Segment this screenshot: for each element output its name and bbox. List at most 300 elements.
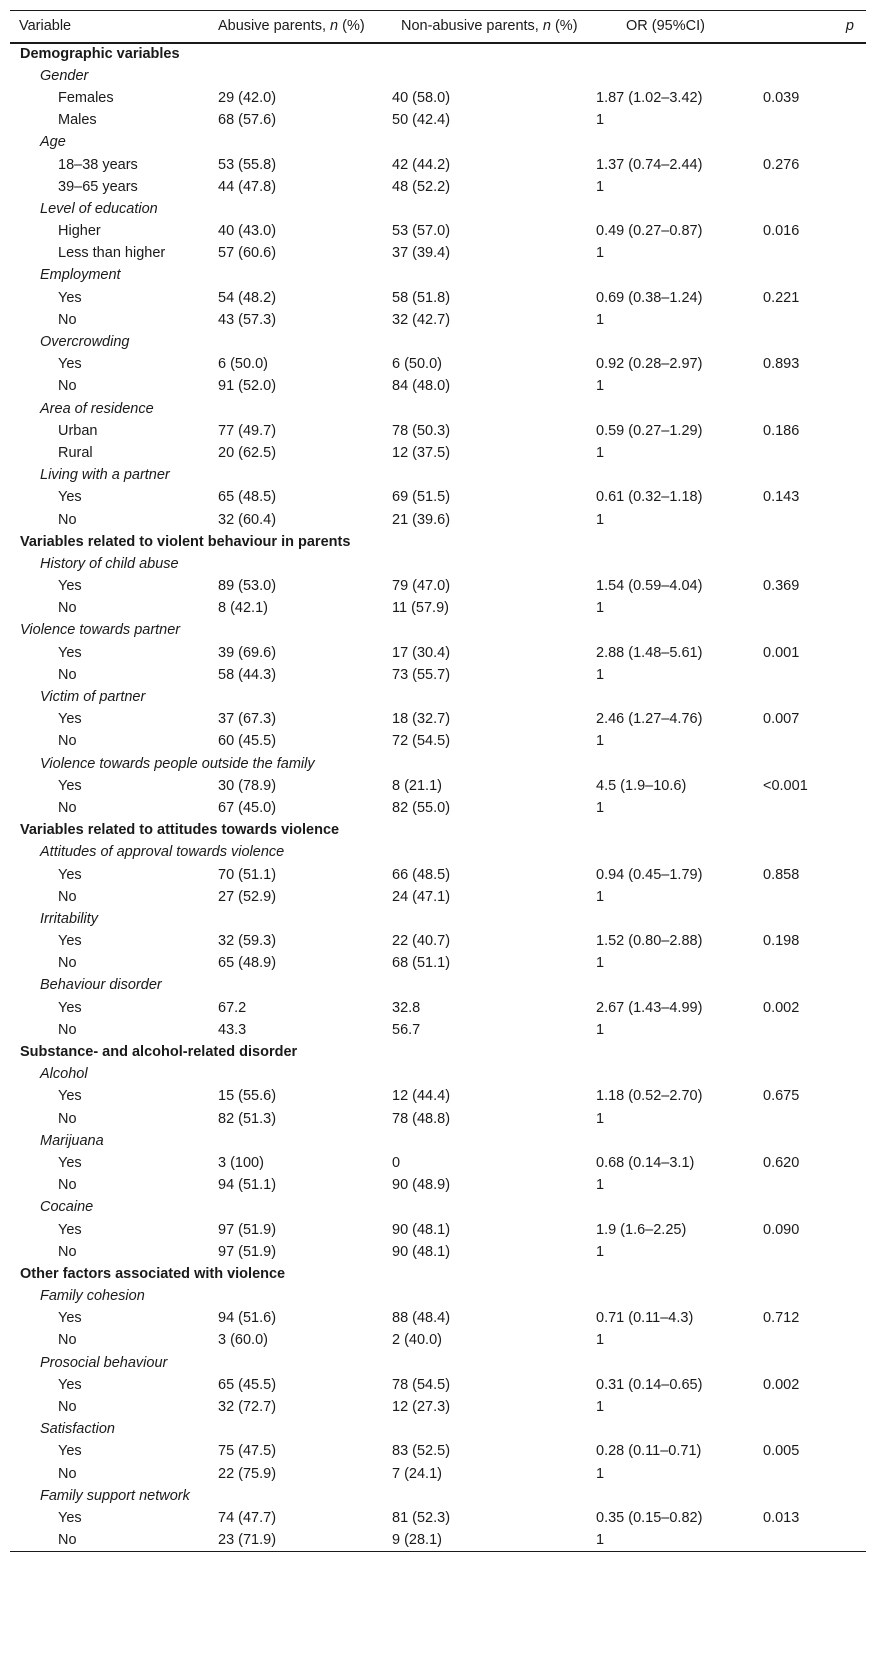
- subgroup-row: [10, 65, 866, 87]
- subgroup-row: [10, 331, 866, 353]
- table-row: [10, 1440, 866, 1462]
- table-row: [10, 863, 866, 885]
- row-label: Yes: [58, 866, 82, 883]
- table-row: [10, 1241, 866, 1263]
- row-label: Yes: [58, 1154, 82, 1171]
- subgroup-row: [10, 1130, 866, 1152]
- p-value: 0.005: [763, 1443, 800, 1460]
- row-label: No: [58, 378, 77, 395]
- nonabusive-value: 73 (55.7): [392, 666, 451, 683]
- section-header-row: [10, 819, 866, 841]
- abusive-value: 94 (51.6): [218, 1310, 277, 1327]
- abusive-value: 91 (52.0): [218, 378, 277, 395]
- row-label: No: [58, 955, 77, 972]
- table-row: [10, 442, 866, 464]
- subgroup-row: [10, 1285, 866, 1307]
- row-label: Yes: [58, 1221, 82, 1238]
- p-value: [763, 442, 866, 464]
- or-value: 1: [596, 1399, 605, 1416]
- p-value: [763, 309, 866, 331]
- subgroup-row: [10, 753, 866, 775]
- p-value: [763, 242, 866, 264]
- subgroup-label: Overcrowding: [40, 334, 130, 351]
- nonabusive-value: 84 (48.0): [392, 378, 451, 395]
- row-label: Yes: [58, 933, 82, 950]
- subgroup-label: Gender: [40, 67, 89, 84]
- section-header-row: [10, 531, 866, 553]
- subgroup-label: History of child abuse: [40, 555, 179, 572]
- subgroup-row: [10, 398, 866, 420]
- or-value: 1: [596, 888, 605, 905]
- subgroup-row: [10, 908, 866, 930]
- section-header-row: [10, 43, 866, 65]
- abusive-value: 32 (59.3): [218, 933, 277, 950]
- header-variable: [10, 11, 209, 43]
- table-row: [10, 1085, 866, 1107]
- p-value: [763, 597, 866, 619]
- or-value: 0.71 (0.11–4.3): [596, 1310, 694, 1327]
- abusive-value: 43.3: [218, 1021, 247, 1038]
- header-nonabusive-suffix: (%): [550, 18, 578, 35]
- abusive-value: 3 (60.0): [218, 1332, 268, 1349]
- header-or: [596, 11, 763, 43]
- abusive-value: 39 (69.6): [218, 644, 277, 661]
- or-value: 1: [596, 1021, 605, 1038]
- nonabusive-value: 6 (50.0): [392, 356, 442, 373]
- or-value: 1.52 (0.80–2.88): [596, 933, 703, 950]
- subgroup-label: Alcohol: [40, 1066, 88, 1083]
- abusive-value: 44 (47.8): [218, 178, 277, 195]
- header-abusive: [209, 11, 392, 43]
- subgroup-label: Satisfaction: [40, 1421, 115, 1438]
- p-value: 0.039: [763, 89, 800, 106]
- abusive-value: 22 (75.9): [218, 1465, 277, 1482]
- or-value: 1: [596, 733, 605, 750]
- table-row: [10, 997, 866, 1019]
- subgroup-row: [10, 1485, 866, 1507]
- row-label: No: [58, 511, 77, 528]
- subgroup-label: Employment: [40, 267, 121, 284]
- row-label: Yes: [58, 1310, 82, 1327]
- nonabusive-value: 72 (54.5): [392, 733, 451, 750]
- p-value: 0.143: [763, 489, 800, 506]
- row-label: Urban: [58, 422, 98, 439]
- row-label: Yes: [58, 777, 82, 794]
- abusive-value: 20 (62.5): [218, 444, 277, 461]
- p-value: [763, 1329, 866, 1351]
- row-label: No: [58, 888, 77, 905]
- header-nonabusive-n: n: [542, 18, 551, 35]
- abusive-value: 53 (55.8): [218, 156, 277, 173]
- nonabusive-value: 2 (40.0): [392, 1332, 442, 1349]
- nonabusive-value: 50 (42.4): [392, 112, 451, 129]
- table-row: [10, 153, 866, 175]
- section-header-row: [10, 1041, 866, 1063]
- abusive-value: 68 (57.6): [218, 112, 277, 129]
- row-label: Yes: [58, 1088, 82, 1105]
- row-label: Yes: [58, 1443, 82, 1460]
- or-value: 1: [596, 1243, 605, 1260]
- section-label: Substance- and alcohol-related disorder: [20, 1044, 298, 1061]
- p-value: [763, 1174, 866, 1196]
- table-row: [10, 486, 866, 508]
- table-row: [10, 1218, 866, 1240]
- or-value: 1.87 (1.02–3.42): [596, 89, 703, 106]
- header-or-text: OR (95%CI): [626, 18, 705, 35]
- row-label: No: [58, 311, 77, 328]
- abusive-value: 30 (78.9): [218, 777, 277, 794]
- abusive-value: 58 (44.3): [218, 666, 277, 683]
- nonabusive-value: 37 (39.4): [392, 245, 451, 262]
- row-label: 39–65 years: [58, 178, 138, 195]
- p-value: [763, 1463, 866, 1485]
- abusive-value: 97 (51.9): [218, 1243, 277, 1260]
- table-row: [10, 575, 866, 597]
- section-label: Demographic variables: [20, 46, 180, 63]
- table-row: [10, 176, 866, 198]
- table-row: [10, 708, 866, 730]
- nonabusive-value: 90 (48.1): [392, 1243, 451, 1260]
- or-value: 1: [596, 1110, 605, 1127]
- abusive-value: 67.2: [218, 999, 247, 1016]
- nonabusive-value: 48 (52.2): [392, 178, 451, 195]
- or-value: 2.88 (1.48–5.61): [596, 644, 703, 661]
- table-header: [10, 11, 866, 43]
- nonabusive-value: 81 (52.3): [392, 1509, 451, 1526]
- p-value: [763, 1108, 866, 1130]
- p-value: [763, 1019, 866, 1041]
- row-label: Males: [58, 112, 97, 129]
- row-label: Yes: [58, 1509, 82, 1526]
- subgroup-label: Violence towards partner: [20, 622, 181, 639]
- row-label: No: [58, 1243, 77, 1260]
- p-value: 0.002: [763, 1376, 800, 1393]
- row-label: No: [10, 1529, 209, 1551]
- row-label: Yes: [58, 999, 82, 1016]
- abusive-value: 6 (50.0): [218, 356, 268, 373]
- header-variable-text: Variable: [19, 18, 72, 35]
- subgroup-label: Victim of partner: [40, 689, 146, 706]
- row-label: Yes: [58, 644, 82, 661]
- p-value: 0.712: [763, 1310, 800, 1327]
- table-row: [10, 508, 866, 530]
- table-row: [10, 220, 866, 242]
- nonabusive-value: 12 (27.3): [392, 1399, 451, 1416]
- p-value: 0.858: [763, 866, 800, 883]
- table-row: [10, 886, 866, 908]
- nonabusive-value: 78 (50.3): [392, 422, 451, 439]
- subgroup-row: [10, 198, 866, 220]
- or-value: 1: [596, 1177, 605, 1194]
- section-label: Other factors associated with violence: [20, 1265, 286, 1282]
- nonabusive-value: 9 (28.1): [392, 1529, 596, 1551]
- row-label: Yes: [58, 578, 82, 595]
- table-row: [10, 242, 866, 264]
- abusive-value: 67 (45.0): [218, 799, 277, 816]
- row-label: No: [58, 1465, 77, 1482]
- or-value: 4.5 (1.9–10.6): [596, 777, 687, 794]
- subgroup-row: [10, 619, 866, 641]
- or-value: 2.46 (1.27–4.76): [596, 711, 703, 728]
- or-value: 1: [596, 311, 605, 328]
- nonabusive-value: 82 (55.0): [392, 799, 451, 816]
- nonabusive-value: 79 (47.0): [392, 578, 451, 595]
- abusive-value: 70 (51.1): [218, 866, 277, 883]
- header-abusive-suffix: (%): [338, 18, 365, 35]
- nonabusive-value: 17 (30.4): [392, 644, 451, 661]
- subgroup-row: [10, 264, 866, 286]
- row-label: Yes: [58, 289, 82, 306]
- nonabusive-value: 68 (51.1): [392, 955, 451, 972]
- nonabusive-value: 83 (52.5): [392, 1443, 451, 1460]
- p-value: 0.016: [763, 223, 800, 240]
- p-value: 0.276: [763, 156, 800, 173]
- abusive-value: 32 (72.7): [218, 1399, 277, 1416]
- abusive-value: 37 (67.3): [218, 711, 277, 728]
- nonabusive-value: 32 (42.7): [392, 311, 451, 328]
- subgroup-row: [10, 464, 866, 486]
- or-value: 1.54 (0.59–4.04): [596, 578, 703, 595]
- table-row: [10, 1529, 866, 1551]
- subgroup-label: Cocaine: [40, 1199, 94, 1216]
- table-row: [10, 797, 866, 819]
- section-label: Variables related to violent behaviour in parents: [20, 533, 351, 550]
- subgroup-label: Living with a partner: [40, 467, 170, 484]
- results-table: [10, 10, 866, 1552]
- or-value: 2.67 (1.43–4.99): [596, 999, 703, 1016]
- p-value: 0.090: [763, 1221, 800, 1238]
- abusive-value: 15 (55.6): [218, 1088, 277, 1105]
- nonabusive-value: 12 (44.4): [392, 1088, 451, 1105]
- or-value: 1: [596, 799, 605, 816]
- p-value: 0.675: [763, 1088, 800, 1105]
- row-label: 18–38 years: [58, 156, 138, 173]
- table-row: [10, 952, 866, 974]
- row-label: No: [58, 600, 77, 617]
- nonabusive-value: 7 (24.1): [392, 1465, 442, 1482]
- subgroup-label: Marijuana: [40, 1132, 104, 1149]
- table-row: [10, 287, 866, 309]
- or-value: 0.69 (0.38–1.24): [596, 289, 703, 306]
- p-value: 0.013: [763, 1509, 800, 1526]
- or-value: 0.49 (0.27–0.87): [596, 223, 703, 240]
- table-row: [10, 730, 866, 752]
- row-label: Yes: [58, 356, 82, 373]
- subgroup-label: Prosocial behaviour: [40, 1354, 168, 1371]
- table-row: [10, 664, 866, 686]
- p-value: 0.620: [763, 1154, 800, 1171]
- p-value: 0.002: [763, 999, 800, 1016]
- p-value: [763, 375, 866, 397]
- subgroup-row: [10, 131, 866, 153]
- table-row: [10, 1108, 866, 1130]
- table-row: [10, 1307, 866, 1329]
- header-abusive-n: n: [330, 18, 339, 35]
- header-nonabusive-prefix: Non-abusive parents,: [401, 18, 543, 35]
- abusive-value: 65 (48.5): [218, 489, 277, 506]
- abusive-value: 60 (45.5): [218, 733, 277, 750]
- or-value: 1: [596, 1332, 605, 1349]
- or-value: 0.92 (0.28–2.97): [596, 356, 703, 373]
- p-value: [763, 176, 866, 198]
- p-value: [763, 886, 866, 908]
- subgroup-row: [10, 841, 866, 863]
- table-row: [10, 1019, 866, 1041]
- abusive-value: 94 (51.1): [218, 1177, 277, 1194]
- subgroup-row: [10, 1196, 866, 1218]
- or-value: 1: [596, 245, 605, 262]
- subgroup-label: Violence towards people outside the family: [40, 755, 315, 772]
- row-label: No: [58, 1332, 77, 1349]
- or-value: 1: [596, 378, 605, 395]
- row-label: Yes: [58, 1376, 82, 1393]
- table-row: [10, 420, 866, 442]
- abusive-value: 8 (42.1): [218, 600, 268, 617]
- nonabusive-value: 58 (51.8): [392, 289, 451, 306]
- p-value: 0.893: [763, 356, 800, 373]
- header-p: [763, 11, 866, 43]
- table-row: [10, 775, 866, 797]
- table-row: [10, 87, 866, 109]
- p-value: [763, 1529, 866, 1551]
- abusive-value: 54 (48.2): [218, 289, 277, 306]
- nonabusive-value: 66 (48.5): [392, 866, 451, 883]
- row-label: No: [58, 733, 77, 750]
- or-value: 0.68 (0.14–3.1): [596, 1154, 695, 1171]
- abusive-value: 3 (100): [218, 1154, 264, 1171]
- abusive-value: 77 (49.7): [218, 422, 277, 439]
- or-value: 1.18 (0.52–2.70): [596, 1088, 703, 1105]
- abusive-value: 74 (47.7): [218, 1509, 277, 1526]
- subgroup-label: Behaviour disorder: [40, 977, 162, 994]
- or-value: 0.59 (0.27–1.29): [596, 422, 703, 439]
- subgroup-label: Level of education: [40, 200, 158, 217]
- subgroup-label: Family support network: [40, 1487, 190, 1504]
- p-value: 0.198: [763, 933, 800, 950]
- row-label: No: [58, 1399, 77, 1416]
- table-row: [10, 597, 866, 619]
- nonabusive-value: 32.8: [392, 999, 421, 1016]
- nonabusive-value: 24 (47.1): [392, 888, 451, 905]
- nonabusive-value: 11 (57.9): [392, 600, 449, 617]
- or-value: 0.61 (0.32–1.18): [596, 489, 703, 506]
- nonabusive-value: 78 (54.5): [392, 1376, 451, 1393]
- p-value: [763, 508, 866, 530]
- nonabusive-value: 8 (21.1): [392, 777, 442, 794]
- table-body: [10, 43, 866, 1552]
- or-value: 1: [596, 666, 605, 683]
- nonabusive-value: 12 (37.5): [392, 444, 451, 461]
- p-value: 0.007: [763, 711, 800, 728]
- row-label: No: [58, 1177, 77, 1194]
- p-value: [763, 952, 866, 974]
- or-value: 0.31 (0.14–0.65): [596, 1376, 703, 1393]
- abusive-value: 89 (53.0): [218, 578, 277, 595]
- or-value: 1.37 (0.74–2.44): [596, 156, 703, 173]
- row-label: Rural: [58, 444, 93, 461]
- section-header-row: [10, 1263, 866, 1285]
- table-row: [10, 1174, 866, 1196]
- table-row: [10, 109, 866, 131]
- table-row: [10, 1463, 866, 1485]
- subgroup-label: Family cohesion: [40, 1288, 145, 1305]
- subgroup-row: [10, 1352, 866, 1374]
- nonabusive-value: 90 (48.1): [392, 1221, 451, 1238]
- abusive-value: 32 (60.4): [218, 511, 277, 528]
- subgroup-row: [10, 1063, 866, 1085]
- table-row: [10, 1152, 866, 1174]
- p-value: [763, 1396, 866, 1418]
- abusive-value: 82 (51.3): [218, 1110, 277, 1127]
- or-value: 1.9 (1.6–2.25): [596, 1221, 687, 1238]
- row-label: No: [58, 666, 77, 683]
- abusive-value: 43 (57.3): [218, 311, 277, 328]
- nonabusive-value: 18 (32.7): [392, 711, 451, 728]
- table-row: [10, 1374, 866, 1396]
- row-label: Females: [58, 89, 114, 106]
- or-value: 1: [596, 1465, 605, 1482]
- abusive-value: 97 (51.9): [218, 1221, 277, 1238]
- p-value: 0.221: [763, 289, 800, 306]
- subgroup-label: Age: [40, 134, 66, 151]
- p-value: 0.369: [763, 578, 800, 595]
- row-label: Less than higher: [58, 245, 166, 262]
- p-value: 0.186: [763, 422, 800, 439]
- subgroup-label: Attitudes of approval towards violence: [40, 844, 285, 861]
- abusive-value: 29 (42.0): [218, 89, 277, 106]
- subgroup-row: [10, 686, 866, 708]
- abusive-value: 23 (71.9): [209, 1529, 392, 1551]
- or-value: 1: [596, 444, 605, 461]
- nonabusive-value: 69 (51.5): [392, 489, 451, 506]
- table-row: [10, 1396, 866, 1418]
- nonabusive-value: 53 (57.0): [392, 223, 451, 240]
- p-value: [763, 664, 866, 686]
- p-value: 0.001: [763, 644, 800, 661]
- row-label: No: [58, 1110, 77, 1127]
- or-value: 0.94 (0.45–1.79): [596, 866, 703, 883]
- subgroup-row: [10, 974, 866, 996]
- abusive-value: 65 (45.5): [218, 1376, 277, 1393]
- nonabusive-value: 88 (48.4): [392, 1310, 451, 1327]
- abusive-value: 65 (48.9): [218, 955, 277, 972]
- nonabusive-value: 42 (44.2): [392, 156, 451, 173]
- abusive-value: 40 (43.0): [218, 223, 277, 240]
- or-value: 1: [596, 511, 605, 528]
- row-label: Yes: [58, 711, 82, 728]
- nonabusive-value: 21 (39.6): [392, 511, 451, 528]
- nonabusive-value: 90 (48.9): [392, 1177, 451, 1194]
- abusive-value: 57 (60.6): [218, 245, 277, 262]
- row-label: Yes: [58, 489, 82, 506]
- or-value: 1: [596, 178, 605, 195]
- or-value: 0.35 (0.15–0.82): [596, 1509, 703, 1526]
- or-value: 0.28 (0.11–0.71): [596, 1443, 702, 1460]
- table-row: [10, 375, 866, 397]
- subgroup-label: Irritability: [40, 910, 99, 927]
- table-row: [10, 930, 866, 952]
- nonabusive-value: 56.7: [392, 1021, 421, 1038]
- nonabusive-value: 0: [392, 1154, 401, 1171]
- table-row: [10, 642, 866, 664]
- table-row: [10, 1329, 866, 1351]
- nonabusive-value: 78 (48.8): [392, 1110, 451, 1127]
- or-value: 1: [596, 955, 605, 972]
- subgroup-row: [10, 553, 866, 575]
- header-nonabusive: [392, 11, 596, 43]
- p-value: <0.001: [763, 777, 808, 794]
- header-p-text: p: [845, 18, 854, 35]
